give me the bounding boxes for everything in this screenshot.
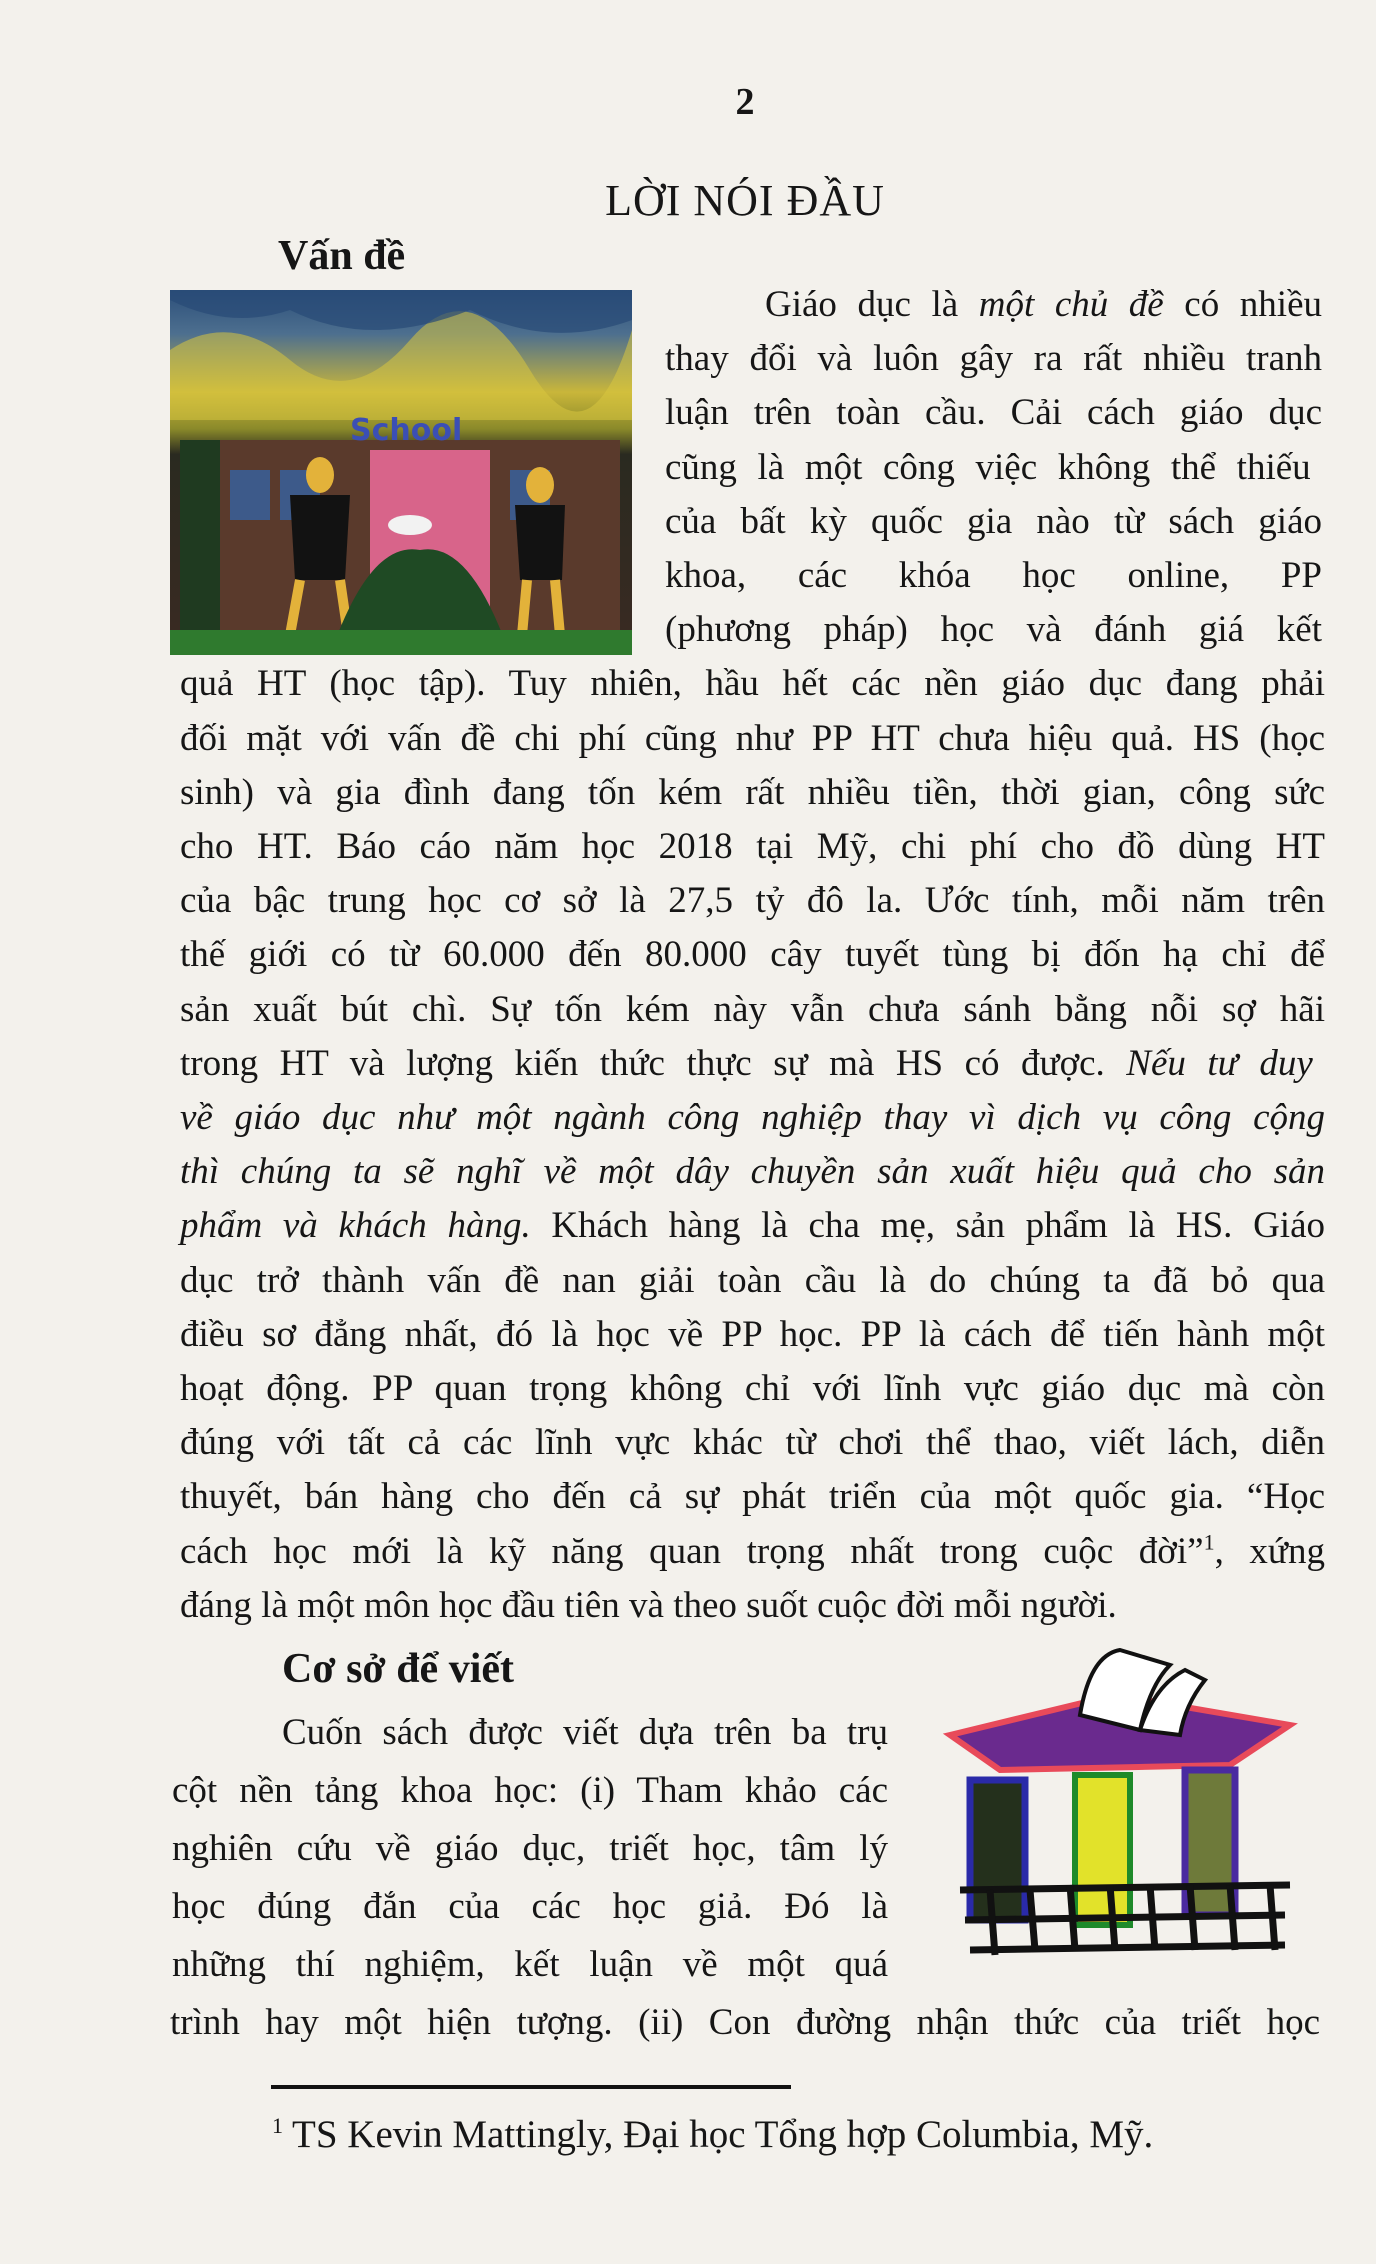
text-segment: có nhiều [1163,284,1322,325]
page-number: 2 [735,81,755,123]
footnote [272,2112,1153,2157]
text-line [180,1093,1325,1143]
text-segment: dục trở thành vấn đề nan giải toàn cầu là do chúng ta đã bỏ qua [180,1259,1325,1301]
text-line [665,551,1322,601]
footnote-marker: 1 [272,2113,283,2138]
text-segment: cũng là một công việc không thể thiếu [665,446,1311,488]
school-illustration [170,290,632,655]
text-segment: cột nền tảng khoa học: (i) Tham khảo các [172,1770,888,1811]
text-line [172,1824,888,1874]
text-segment: khoa, các khóa học online, PP [665,555,1322,596]
text-segment: cho HT. Báo cáo năm học 2018 tại Mỹ, chi phí cho đồ dùng HT [180,826,1325,867]
text-segment: thuyết, bán hàng cho đến cả sự phát triển của một quốc gia. “Học [180,1476,1325,1518]
page-title: LỜI NÓI ĐẦU [605,176,885,225]
text-line [180,1472,1325,1522]
footnote-text: TS Kevin Mattingly, Đại học Tổng hợp Columbia, Mỹ. [283,2113,1154,2156]
text-line [665,334,1322,384]
text-segment: quả HT (học tập). Tuy nhiên, hầu hết các nền giáo dục đang phải [180,663,1325,705]
text-line [172,1766,888,1816]
section-heading-van-de: Vấn đề [278,233,406,279]
italic-text: một chủ đề [978,284,1164,325]
house-book-illustration [940,1645,1310,1975]
text-segment: Cuốn sách được viết dựa trên ba trụ [282,1712,888,1753]
text-segment: trong HT và lượng kiến thức thực sự mà HS có được. [180,1042,1127,1084]
text-segment: (phương pháp) học và đánh giá kết [665,609,1322,651]
text-segment: những thí nghiệm, kết luận về một quá [172,1944,888,1985]
text-segment: thay đổi và luôn gây ra rất nhiều tranh [665,338,1322,380]
text-line [180,1581,1117,1631]
text-line [180,930,1325,980]
text-segment: đối mặt với vấn đề chi phí cũng như PP HT chưa hiệu quả. HS (học [180,717,1325,759]
text-line [180,822,1325,872]
text-segment: luận trên toàn cầu. Cải cách giáo dục [665,392,1322,434]
text-segment: trình hay một hiện tượng. (ii) Con đường nhận thức của triết học [170,2002,1320,2043]
footnote-ref: 1 [1203,1529,1215,1555]
text-line [180,1364,1325,1414]
text-segment: sản xuất bút chì. Sự tốn kém này vẫn chưa sánh bằng nỗi sợ hãi [180,988,1325,1030]
text-line [180,1039,1313,1089]
italic-text: phẩm và khách hàng. [180,1205,531,1247]
text-line [765,280,1322,330]
text-line [180,1527,1325,1577]
text-line [180,659,1325,709]
school-scene-image [170,290,632,655]
text-segment: sinh) và gia đình đang tốn kém rất nhiều tiền, thời gian, công sức [180,771,1325,813]
text-line [172,1882,888,1932]
text-line [180,768,1325,818]
section-heading-co-so-de-viet: Cơ sở để viết [282,1646,514,1692]
italic-text: về giáo dục như một ngành công nghiệp thay vì dịch vụ công cộng [180,1097,1325,1138]
text-line [180,985,1325,1035]
school-sign: School [350,413,463,448]
text-line [180,714,1325,764]
text-segment: hoạt động. PP quan trọng không chỉ với lĩnh vực giáo dục mà còn [180,1368,1325,1409]
text-segment: của bậc trung học cơ sở là 27,5 tỷ đô la. Ước tính, mỗi năm trên [180,880,1325,922]
text-segment: điều sơ đẳng nhất, đó là học về PP học. PP là cách để tiến hành một [180,1313,1325,1355]
text-segment: của bất kỳ quốc gia nào từ sách giáo [665,500,1322,542]
text-segment: cách học mới là kỹ năng quan trọng nhất trong cuộc đời” [180,1530,1204,1572]
text-segment: đáng là một môn học đầu tiên và theo suốt cuộc đời mỗi người. [180,1584,1117,1626]
text-line [172,1940,888,1990]
text-line [665,388,1322,438]
text-segment: Khách hàng là cha mẹ, sản phẩm là HS. Giáo [530,1205,1325,1247]
text-segment: Giáo dục là [765,284,979,325]
text-line [282,1708,888,1758]
text-line [665,443,1311,493]
text-line [665,497,1322,547]
text-line [180,1310,1325,1360]
house-drawing-image [940,1645,1310,1975]
italic-text: Nếu tư duy [1126,1042,1313,1084]
text-line [180,876,1325,926]
text-segment: nghiên cứu về giáo dục, triết học, tâm lý [172,1828,888,1869]
text-line [180,1147,1325,1197]
text-segment: thế giới có từ 60.000 đến 80.000 cây tuyết tùng bị đốn hạ chỉ để [180,934,1325,976]
italic-text: thì chúng ta sẽ nghĩ về một dây chuyền sản xuất hiệu quả cho sản [180,1151,1325,1193]
text-line [180,1201,1325,1251]
text-segment: đúng với tất cả các lĩnh vực khác từ chơi thể thao, viết lách, diễn [180,1422,1325,1464]
text-segment: , xứng [1214,1530,1325,1572]
text-segment: học đúng đắn của các học giả. Đó là [172,1886,888,1927]
text-line [665,605,1322,655]
text-line [180,1418,1325,1468]
text-line [170,1998,1320,2048]
text-line [180,1256,1325,1306]
footnote-divider [271,2085,791,2089]
